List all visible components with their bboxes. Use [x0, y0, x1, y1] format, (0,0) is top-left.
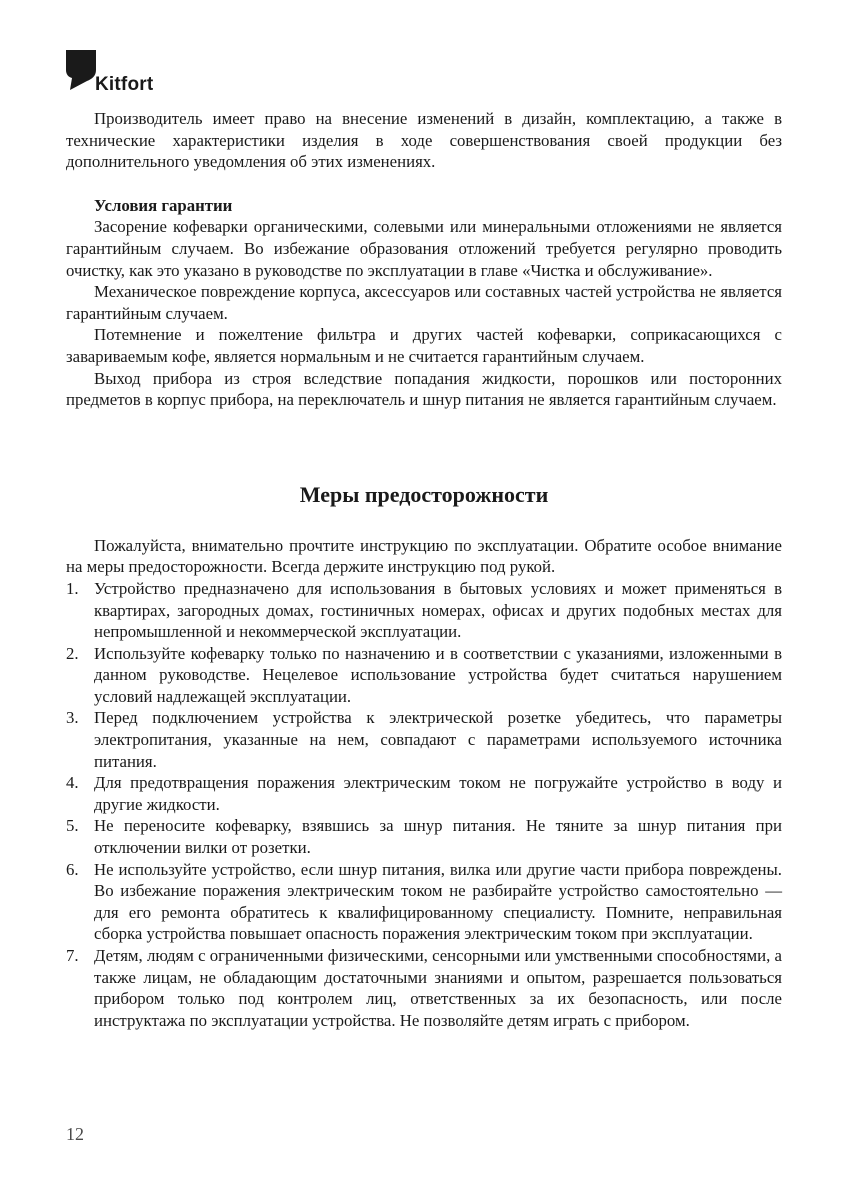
- list-item: [66, 578, 782, 643]
- item-number: 6.: [66, 859, 79, 879]
- item-text: Перед подключением устройства к электрической розетке убедитесь, что параметры электропитания, указанные на нем, совпадают с параметрами используемого источника питания.: [94, 708, 782, 771]
- item-number: 1.: [66, 578, 79, 598]
- page-content: [66, 108, 782, 1031]
- list-item: [66, 859, 782, 945]
- item-text: Для предотвращения поражения электрическим током не погружайте устройство в воду и другие жидкости.: [94, 773, 782, 814]
- warranty-paragraph: Потемнение и пожелтение фильтра и других частей кофеварки, соприкасающихся с завариваемым кофе, является нормальным и не считается гарантийным случаем.: [66, 325, 782, 366]
- precautions-intro: Пожалуйста, внимательно прочтите инструкцию по эксплуатации. Обратите особое внимание на меры предосторожности. Всегда держите инструкцию под рукой.: [66, 535, 782, 577]
- item-number: 7.: [66, 946, 79, 965]
- brand-name: Kitfort: [95, 74, 154, 95]
- list-item: [66, 815, 782, 858]
- warranty-paragraph: Выход прибора из строя вследствие попадания жидкости, порошков или посторонних предметов в корпус прибора, на переключатель и шнур питания не является гарантийным случаем.: [66, 368, 782, 410]
- item-text: Не переносите кофеварку, взявшись за шнур питания. Не тяните за шнур питания при отключении вилки от розетки.: [94, 816, 782, 858]
- precautions-list: [66, 578, 782, 1031]
- precautions-heading: Меры предосторожности: [299, 481, 549, 507]
- warranty-section: [66, 195, 782, 411]
- item-number: 4.: [66, 773, 79, 793]
- page-number: 12: [66, 1124, 84, 1144]
- intro-paragraph: Производитель имеет право на внесение изменений в дизайн, комплектацию, а также в технические характеристики изделия в ходе совершенствования своей продукции без дополнительного уведомления об этих изменениях.: [66, 109, 782, 172]
- list-item: [66, 772, 782, 815]
- kitfort-logo-icon: [66, 50, 96, 90]
- warranty-paragraph: Засорение кофеварки органическими, солевыми или минеральными отложениями не является гарантийным случаем. Во избежание образования отложений требуется регулярно проводить очистку, как это указано в руководстве по эксплуатации в главе «Чистка и обслуживание».: [66, 217, 782, 280]
- item-text: Детям, людям с ограниченными физическими, сенсорными или умственными способностями, а также лицам, не обладающим достаточными знаниями и опытом, разрешается пользоваться прибором только под контролем лиц, ответственных за их безопасность, или после инструктажа по эксплуатации устройства. Не позволяйте детям играть с прибором.: [94, 946, 782, 1030]
- list-item: [66, 643, 782, 708]
- list-item: [66, 945, 782, 1031]
- item-number: 3.: [66, 708, 79, 728]
- item-text: Устройство предназначено для использования в бытовых условиях и может применяться в квартирах, загородных домах, гостиничных номерах, офисах и других подобных местах для непромышленной и некоммерческой эксплуатации.: [94, 578, 782, 642]
- item-text: Не используйте устройство, если шнур питания, вилка или другие части прибора повреждены. Во избежание поражения электрическим током не разбирайте устройство самостоятельно — для его ремонта обратитесь к квалифицированному специалисту. Помните, неправильная сборка устройства повышает опасность поражения электрическим током при эксплуатации.: [94, 859, 782, 944]
- warranty-paragraph: Механическое повреждение корпуса, аксессуаров или составных частей устройства не является гарантийным случаем.: [66, 282, 782, 323]
- item-number: 2.: [66, 643, 79, 663]
- list-item: [66, 707, 782, 772]
- item-number: 5.: [66, 816, 79, 836]
- warranty-heading: Условия гарантии: [94, 195, 233, 215]
- item-text: Используйте кофеварку только по назначению и в соответствии с указаниями, изложенными в данном руководстве. Нецелевое использование устройства будет считаться нарушением условий надлежащей эксплуатации.: [94, 643, 782, 706]
